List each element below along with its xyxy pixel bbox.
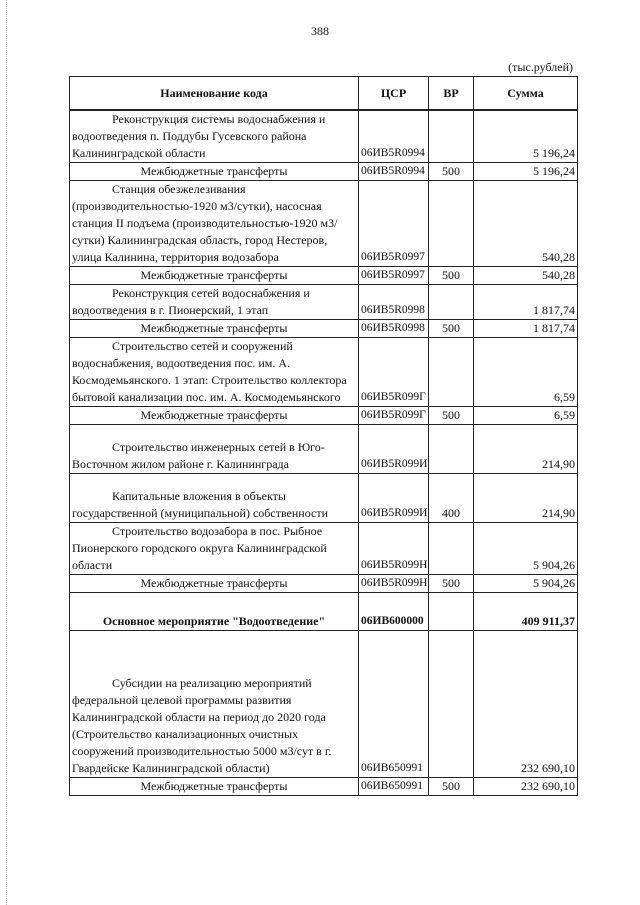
row-vr [429, 593, 474, 631]
row-name: Строительство сетей и сооружений водоснабжения, водоотведения пос. им. А. Космодемьянского. 1 этап: Строительство коллектора бытовой канализации пос. им. А. Космодемьянского [70, 338, 359, 407]
table-row [70, 575, 578, 593]
row-csr: 06ИВ600000 [359, 593, 429, 631]
row-sum: 1 817,74 [474, 320, 578, 338]
row-vr: 400 [429, 474, 474, 523]
row-name: Межбюджетные трансферты [70, 163, 359, 181]
row-sum: 5 196,24 [474, 110, 578, 163]
row-name: Строительство инженерных сетей в Юго-Восточном жилом районе г. Калининграда [70, 425, 359, 474]
row-csr: 06ИВ5R0997 [359, 267, 429, 285]
row-sum: 1 817,74 [474, 285, 578, 320]
row-name: Межбюджетные трансферты [70, 320, 359, 338]
header-vr: ВР [429, 77, 474, 111]
page-number: 388 [311, 24, 329, 38]
row-csr: 06ИВ5R099Н [359, 575, 429, 593]
row-sum: 6,59 [474, 407, 578, 425]
row-vr: 500 [429, 267, 474, 285]
row-vr: 500 [429, 575, 474, 593]
row-csr: 06ИВ5R0994 [359, 110, 429, 163]
row-vr: 500 [429, 778, 474, 796]
row-name: Основное мероприятие "Водоотведение" [70, 593, 359, 631]
table-row [70, 285, 578, 320]
row-name: Станция обезжелезивания (производительностью-1920 м3/сутки), насосная станция II подъема (производительностью-1920 м3/сутки) Калининградская область, город Нестеров, улица Калинина, территория водозабора [70, 181, 359, 267]
row-sum: 214,90 [474, 474, 578, 523]
row-csr: 06ИВ5R099Г [359, 407, 429, 425]
row-sum: 540,28 [474, 181, 578, 267]
row-sum: 5 904,26 [474, 575, 578, 593]
row-csr: 06ИВ5R0998 [359, 320, 429, 338]
table-row [70, 407, 578, 425]
table-row [70, 320, 578, 338]
table-row [70, 593, 578, 631]
table-row [70, 631, 578, 778]
row-sum: 232 690,10 [474, 631, 578, 778]
row-vr [429, 425, 474, 474]
table-row [70, 338, 578, 407]
row-csr: 06ИВ5R099И [359, 474, 429, 523]
row-name: Субсидии на реализацию мероприятий федеральной целевой программы развития Калининградской области на период до 2020 года (Строительство канализационных очистных сооружений производительностью 5000 м3/сут в г. Гвардейске Калининградской области) [70, 631, 359, 778]
row-name: Межбюджетные трансферты [70, 778, 359, 796]
row-csr: 06ИВ5R099Н [359, 523, 429, 575]
table-header-row [70, 77, 578, 111]
table-row [70, 163, 578, 181]
table-row [70, 181, 578, 267]
row-name: Реконструкция системы водоснабжения и водоотведения п. Поддубы Гусевского района Калининградской области [70, 110, 359, 163]
table-row [70, 474, 578, 523]
row-sum: 214,90 [474, 425, 578, 474]
row-sum: 6,59 [474, 338, 578, 407]
row-sum: 5 904,26 [474, 523, 578, 575]
row-name: Межбюджетные трансферты [70, 267, 359, 285]
row-csr: 06ИВ5R099И [359, 425, 429, 474]
row-csr: 06ИВ5R0994 [359, 163, 429, 181]
row-csr: 06ИВ5R099Г [359, 338, 429, 407]
units-label: (тыс.рублей) [508, 60, 573, 74]
budget-table [69, 76, 578, 796]
row-name: Межбюджетные трансферты [70, 407, 359, 425]
row-vr [429, 110, 474, 163]
row-vr [429, 523, 474, 575]
row-csr: 06ИВ650991 [359, 778, 429, 796]
row-name: Строительство водозабора в пос. Рыбное Пионерского городского округа Калининградской области [70, 523, 359, 575]
table-row [70, 425, 578, 474]
row-csr: 06ИВ5R0997 [359, 181, 429, 267]
row-csr: 06ИВ5R0998 [359, 285, 429, 320]
row-sum: 232 690,10 [474, 778, 578, 796]
row-vr [429, 285, 474, 320]
header-name: Наименование кода [70, 77, 359, 111]
row-sum: 540,28 [474, 267, 578, 285]
row-name: Реконструкция сетей водоснабжения и водоотведения в г. Пионерский, 1 этап [70, 285, 359, 320]
row-csr: 06ИВ650991 [359, 631, 429, 778]
header-sum: Сумма [474, 77, 578, 111]
row-name: Межбюджетные трансферты [70, 575, 359, 593]
row-name: Капитальные вложения в объекты государственной (муниципальной) собственности [70, 474, 359, 523]
row-vr [429, 181, 474, 267]
row-vr [429, 631, 474, 778]
scan-edge-mark [6, 0, 8, 905]
row-sum: 5 196,24 [474, 163, 578, 181]
row-vr [429, 338, 474, 407]
row-vr: 500 [429, 163, 474, 181]
row-vr: 500 [429, 320, 474, 338]
table-row [70, 267, 578, 285]
table-row [70, 110, 578, 163]
row-vr: 500 [429, 407, 474, 425]
row-sum: 409 911,37 [474, 593, 578, 631]
table-row [70, 523, 578, 575]
table-row [70, 778, 578, 796]
header-csr: ЦСР [359, 77, 429, 111]
